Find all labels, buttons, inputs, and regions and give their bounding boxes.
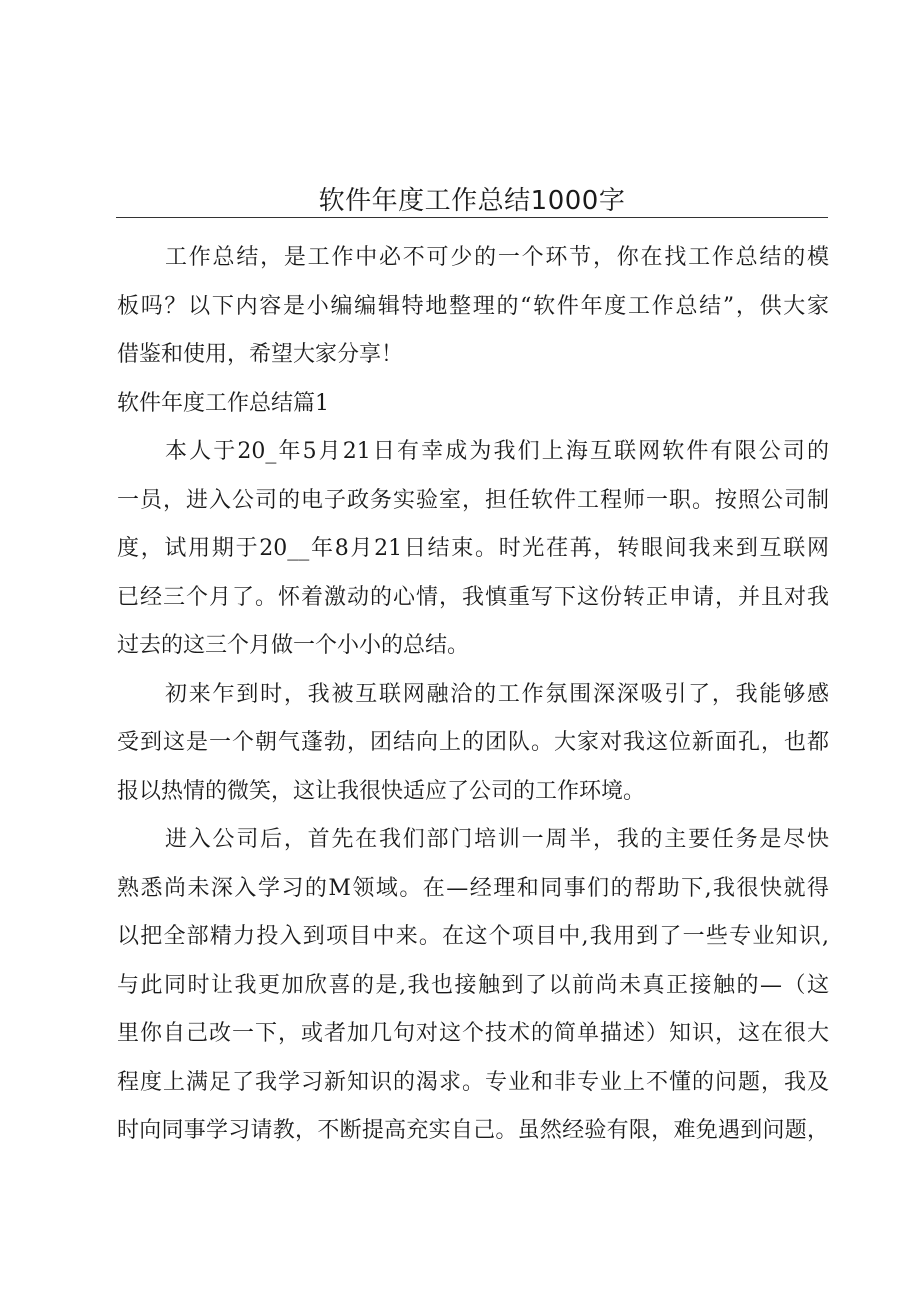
paragraph-line: 已经三个月了。怀着激动的心情，我慎重写下这份转正申请，并且对我 (117, 584, 829, 610)
paragraph-line: 一员，进入公司的电子政务实验室，担任软件工程师一职。按照公司制 (117, 487, 829, 513)
paragraph-line: 与此同时让我更加欣喜的是,我也接触到了以前尚未真正接触的—（这 (117, 972, 829, 998)
paragraph-line: 报以热情的微笑，这让我很快适应了公司的工作环境。 (117, 778, 646, 804)
paragraph-line: 以把全部精力投入到项目中来。在这个项目中,我用到了一些专业知识, (117, 924, 829, 949)
paragraph-line: 工作总结，是工作中必不可少的一个环节，你在找工作总结的模 (165, 245, 829, 270)
paragraph-line: 程度上满足了我学习新知识的渴求。专业和非专业上不懂的问题，我及 (117, 1069, 829, 1095)
paragraph-line: 初来乍到时，我被互联网融洽的工作氛围深深吸引了，我能够感 (165, 681, 829, 707)
paragraph-line: 受到这是一个朝气蓬勃，团结向上的团队。大家对我这位新面孔，也都 (117, 730, 829, 755)
title-divider (116, 217, 828, 218)
section-heading: 软件年度工作总结篇1 (117, 390, 329, 416)
paragraph-line: 本人于20_年5月21日有幸成为我们上海互联网软件有限公司的 (165, 439, 829, 464)
document-title: 软件年度工作总结1000字 (318, 186, 626, 216)
paragraph-line: 里你自己改一下，或者加几句对这个技术的简单描述）知识，这在很大 (117, 1021, 829, 1046)
paragraph-line: 借鉴和使用，希望大家分享！ (117, 342, 404, 367)
paragraph-line: 熟悉尚未深入学习的M领域。在—经理和同事们的帮助下,我很快就得 (117, 875, 829, 901)
paragraph-line: 度，试用期于20__年8月21日结束。时光荏苒，转眼间我来到互联网 (117, 536, 829, 561)
intro-paragraph (117, 234, 829, 380)
paragraph-line: 进入公司后，首先在我们部门培训一周半，我的主要任务是尽快 (165, 827, 829, 852)
paragraph-line: 板吗？以下内容是小编编辑特地整理的“软件年度工作总结”，供大家 (117, 293, 829, 319)
section-paragraph-3 (117, 816, 829, 1156)
paragraph-line: 时向同事学习请教，不断提高充实自己。虽然经验有限，难免遇到问题， (117, 1118, 829, 1143)
paragraph-line: 过去的这三个月做一个小小的总结。 (117, 633, 470, 658)
document-body (117, 234, 829, 1156)
section-paragraph-1 (117, 428, 829, 671)
section-paragraph-2 (117, 671, 829, 817)
